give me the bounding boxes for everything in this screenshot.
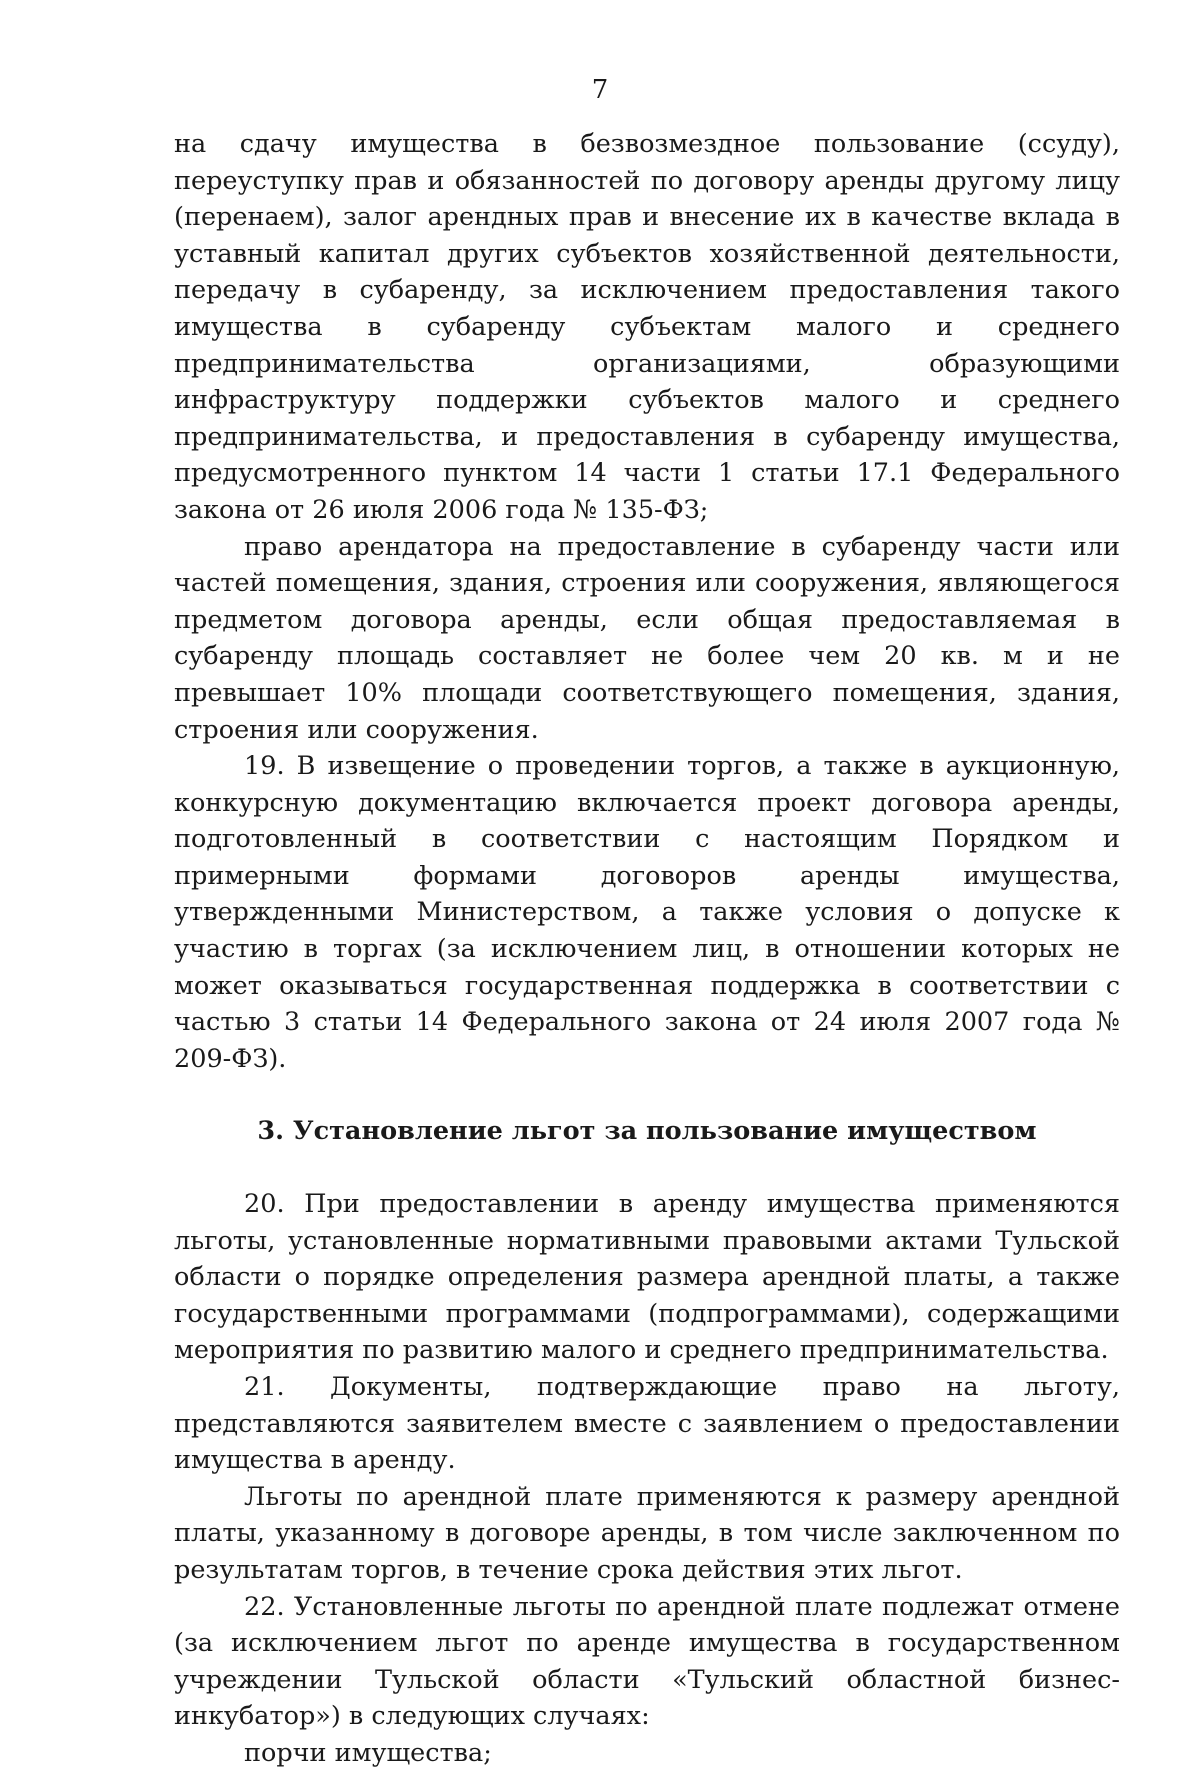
section-heading: 3. Установление льгот за пользование имуществом: [257, 1116, 1037, 1147]
paragraph-20: 20. При предоставлении в аренду имущества применяются льготы, установленные нормативными правовыми актами Тульской области о порядке определения размера арендной платы, а также государственными программами (подпрограммами), содержащими мероприятия по развитию малого и среднего предпринимательства.: [174, 1189, 1120, 1366]
paragraph-22: 22. Установленные льготы по арендной плате подлежат отмене (за исключением льгот по аренде имущества в государственном учреждении Тульской области «Тульский областной бизнес-инкубатор») в следующих случаях:: [174, 1591, 1120, 1732]
paragraph-sublease-right: право арендатора на предоставление в субаренду части или частей помещения, здания, строения или сооружения, являющегося предметом договора аренды, если общая предоставляемая в субаренду площадь составляет не более чем 20 кв. м и не превышает 10% площади соответствующего помещения, здания, строения или сооружения.: [174, 531, 1120, 745]
document-body: [174, 126, 1120, 1772]
paragraph-21-benefits: Льготы по арендной плате применяются к размеру арендной платы, указанному в договоре аренды, в том числе заключенном по результатам торгов, в течение срока действия этих льгот.: [174, 1481, 1120, 1585]
page-number: 7: [591, 75, 609, 105]
paragraph-21: 21. Документы, подтверждающие право на льготу, представляются заявителем вместе с заявлением о предоставлении имущества в аренду.: [174, 1372, 1120, 1476]
paragraph-sublease-restrictions: на сдачу имущества в безвозмездное пользование (ссуду), переуступку прав и обязанностей по договору аренды другому лицу (перенаем), залог арендных прав и внесение их в качестве вклада в уставный капитал других субъектов хозяйственной деятельности, передачу в субаренду, за исключением предоставления такого имущества в субаренду субъектам малого и среднего предпринимательства организациями, образующими инфраструктуру поддержки субъектов малого и среднего предпринимательства, и предоставления в субаренду имущества, предусмотренного пунктом 14 части 1 статьи 17.1 Федерального закона от 26 июля 2006 года № 135-ФЗ;: [174, 129, 1120, 525]
paragraph-19: 19. В извещение о проведении торгов, а также в аукционную, конкурсную документацию включается проект договора аренды, подготовленный в соответствии с настоящим Порядком и примерными формами договоров аренды имущества, утвержденными Министерством, а также условия о допуске к участию в торгах (за исключением лиц, в отношении которых не может оказываться государственная поддержка в соответствии с частью 3 статьи 14 Федерального закона от 24 июля 2007 года № 209-ФЗ).: [174, 751, 1120, 1074]
paragraph-22-item-damage: порчи имущества;: [244, 1737, 492, 1768]
